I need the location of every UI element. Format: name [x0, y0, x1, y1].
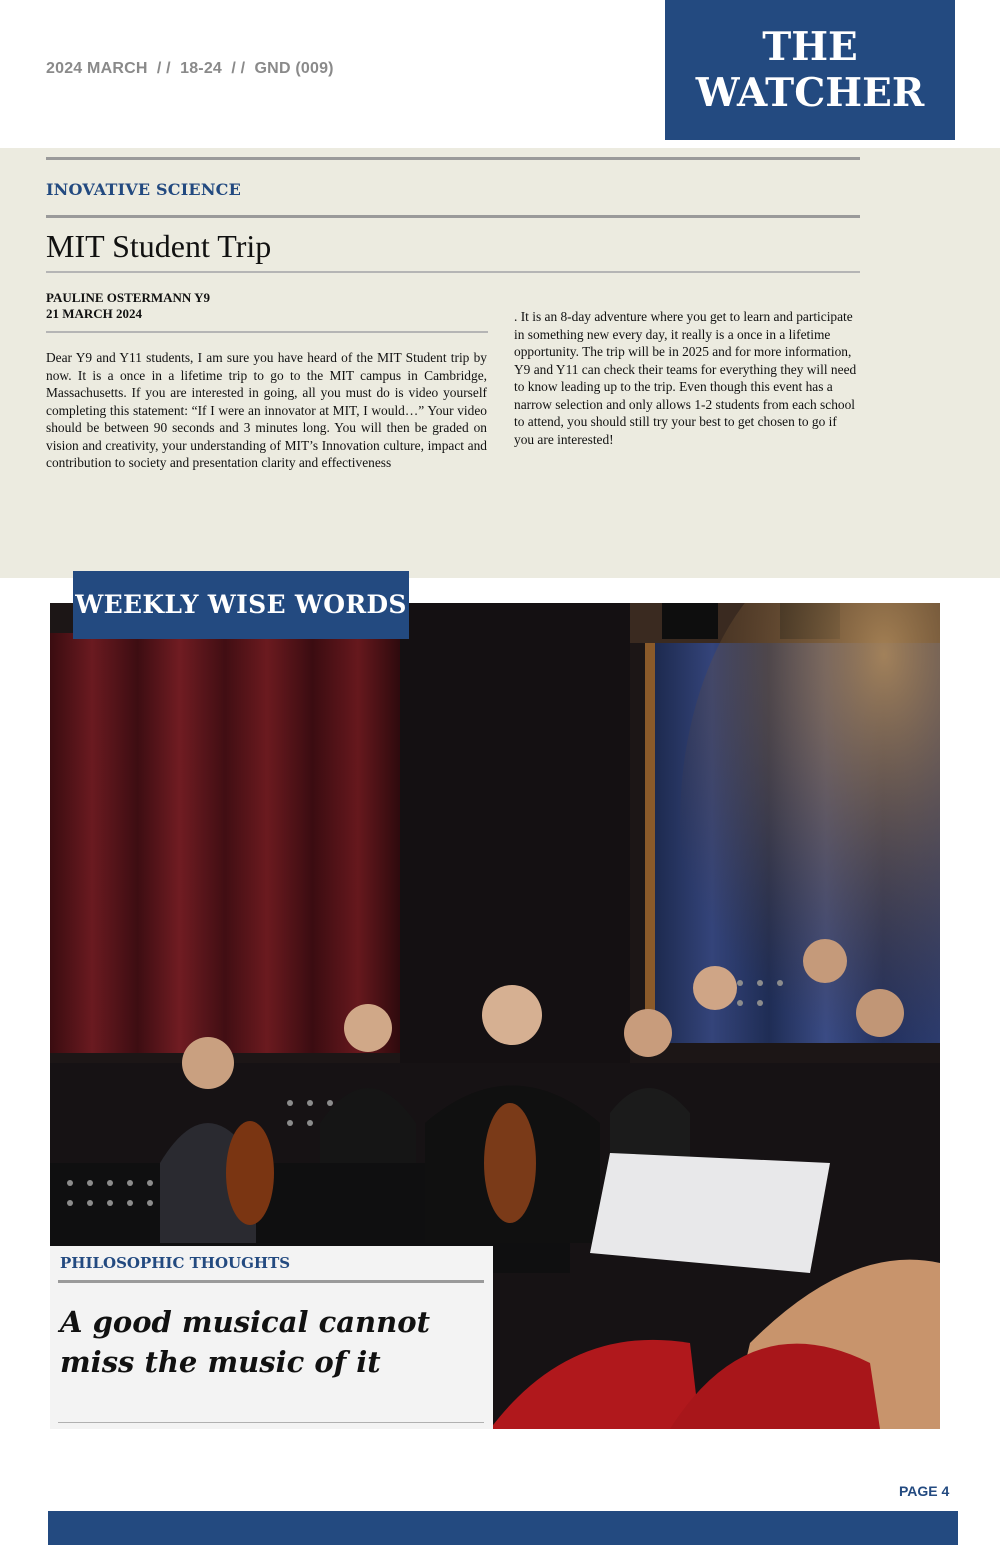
top-rule	[46, 157, 860, 160]
title-rule	[46, 271, 860, 273]
byline-rule	[46, 331, 488, 333]
page-number: PAGE 4	[899, 1483, 950, 1499]
masthead-line-2: WATCHER	[695, 70, 925, 116]
article-title: MIT Student Trip	[46, 228, 272, 264]
footer-bar	[48, 1511, 958, 1545]
quote-rule-top	[58, 1280, 484, 1283]
issue-line: 2024 MARCH / / 18-24 / / GND (009)	[46, 60, 334, 77]
quote-text: A good musical cannot miss the music of it	[60, 1305, 430, 1379]
author: PAULINE OSTERMANN Y9	[46, 290, 210, 305]
section-rule	[46, 215, 860, 218]
masthead	[665, 0, 955, 140]
masthead-line-1: THE	[762, 24, 858, 70]
article-column-2: . It is an 8-day adventure where you get to learn and participate in something new every day, it really is a once in a lifetime opportunity. The trip will be in 2025 and for more information, Y9 and Y11 can check their teams for everything they will need to know leading up to the trip. Even though this event has a narrow selection and only allows 1-2 students from each school to attend, you should still try your best to get chosen to go if you are interested!	[514, 309, 857, 447]
article-date: 21 MARCH 2024	[46, 306, 143, 321]
quote-rule-bottom	[58, 1422, 484, 1423]
article-column-1: Dear Y9 and Y11 students, I am sure you have heard of the MIT Student trip by now. It is a once in a lifetime trip to go to the MIT campus in Cambridge, Massachusetts. If you are interested in going, all you must do is video yourself completing this statement: “If I were an innovator at MIT, I would…” Your video should be between 90 seconds and 3 minutes long. You will then be graded on vision and creativity, your understanding of MIT’s Innovation culture, impact and contribution to society and presentation clarity and effectiveness	[46, 350, 487, 470]
byline	[46, 290, 210, 322]
quote-box	[50, 1246, 493, 1429]
quote-section-label: PHILOSOPHIC THOUGHTS	[60, 1254, 291, 1272]
section-label: INOVATIVE SCIENCE	[46, 180, 241, 199]
weekly-wise-words-banner: WEEKLY WISE WORDS	[73, 571, 409, 639]
